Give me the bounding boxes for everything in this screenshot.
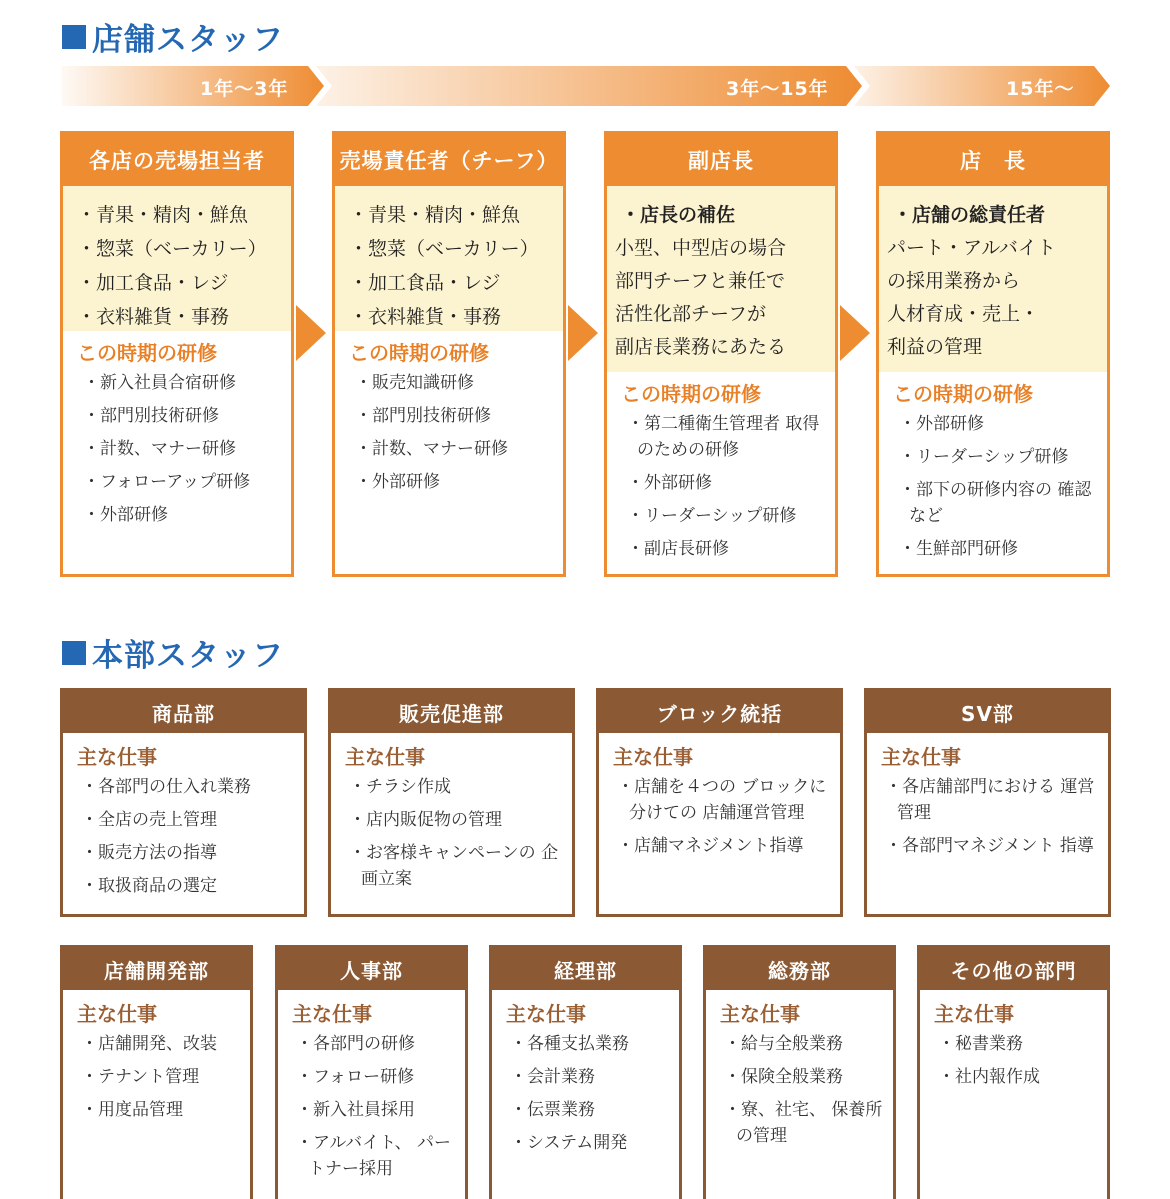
training-item: ・外部研修	[355, 472, 440, 492]
card-title: 各店の売場担当者	[63, 134, 291, 186]
work-item: ・チラシ作成	[349, 777, 451, 797]
main-work-label: 主な仕事	[720, 1002, 800, 1026]
main-work-label: 主な仕事	[345, 745, 425, 769]
training-item: ・新入社員合宿研修	[83, 373, 236, 393]
main-work-label: 主な仕事	[506, 1002, 586, 1026]
card-title: SV部	[867, 691, 1108, 733]
store-card-deputy-manager	[604, 131, 838, 577]
timeline-label-2: 3年〜15年	[726, 78, 829, 100]
duties-block	[63, 186, 291, 331]
work-item: ・テナント管理	[81, 1067, 200, 1087]
card-body	[63, 733, 304, 899]
duty-desc: 部門チーフと兼任で	[615, 270, 786, 292]
timeline-label-3: 15年〜	[1006, 78, 1075, 100]
arrow-right-icon	[568, 305, 598, 361]
duty-desc: パート・アルバイト	[887, 237, 1056, 259]
hq-card-accounting	[489, 945, 682, 1199]
training-title: この時期の研修	[349, 341, 489, 365]
training-title: この時期の研修	[77, 341, 217, 365]
work-item: ・社内報作成	[938, 1067, 1040, 1087]
work-item: ・保険全般業務	[724, 1067, 843, 1087]
duty-item: ・加工食品・レジ	[77, 272, 229, 294]
training-item: ・外部研修	[627, 473, 712, 493]
duties-block	[879, 186, 1107, 372]
card-title: 総務部	[706, 948, 893, 990]
training-item: ・販売知識研修	[355, 373, 474, 393]
duty-item: ・加工食品・レジ	[349, 272, 501, 294]
store-card-manager	[876, 131, 1110, 577]
work-item: ・お客様キャンペーンの 企画立案	[349, 843, 559, 889]
work-item: ・全店の売上管理	[81, 810, 217, 830]
training-item: ・第二種衛生管理者 取得のための研修	[627, 414, 820, 460]
hq-card-sales-promotion	[328, 688, 575, 917]
duty-desc: 活性化部チーフが	[615, 303, 767, 325]
card-title: その他の部門	[920, 948, 1107, 990]
card-body	[492, 990, 679, 1156]
card-title: ブロック統括	[599, 691, 840, 733]
work-item: ・寮、社宅、 保養所の管理	[724, 1100, 883, 1146]
work-item: ・新入社員採用	[296, 1100, 415, 1120]
duty-item: ・青果・精肉・鮮魚	[349, 204, 521, 226]
training-item: ・リーダーシップ研修	[899, 447, 1069, 467]
training-item: ・部門別技術研修	[83, 406, 219, 426]
duties-block	[335, 186, 563, 331]
card-body	[920, 990, 1107, 1090]
work-item: ・販売方法の指導	[81, 843, 217, 863]
duty-desc: の採用業務から	[887, 270, 1021, 292]
work-item: ・会計業務	[510, 1067, 595, 1087]
card-title: 売場責任者（チーフ）	[335, 134, 563, 186]
training-item: ・フォローアップ研修	[83, 472, 251, 492]
card-title: 副店長	[607, 134, 835, 186]
duties-block	[607, 186, 835, 372]
work-item: ・伝票業務	[510, 1100, 595, 1120]
training-title: この時期の研修	[621, 382, 761, 406]
duty-item: ・惣菜（ベーカリー）	[349, 238, 539, 260]
training-item: ・外部研修	[83, 505, 168, 525]
hq-card-store-development	[60, 945, 253, 1199]
work-item: ・各部門マネジメント 指導	[885, 836, 1094, 856]
duty-desc: 人材育成・売上・	[887, 303, 1040, 325]
card-title: 人事部	[278, 948, 465, 990]
hq-card-block-control	[596, 688, 843, 917]
main-work-label: 主な仕事	[77, 1002, 157, 1026]
timeline-label-1: 1年〜3年	[200, 78, 289, 100]
career-timeline	[62, 66, 1110, 106]
store-staff-title: 店舗スタッフ	[92, 22, 284, 58]
hq-card-other-departments	[917, 945, 1110, 1199]
training-block	[335, 331, 563, 495]
main-work-label: 主な仕事	[292, 1002, 372, 1026]
training-title: この時期の研修	[893, 382, 1033, 406]
duty-item: ・衣料雑貨・事務	[77, 306, 230, 328]
training-item: ・計数、マナー研修	[83, 439, 236, 459]
work-item: ・各部門の仕入れ業務	[81, 777, 251, 797]
card-body	[599, 733, 840, 859]
work-item: ・店舗開発、改装	[81, 1034, 217, 1054]
card-title: 店舗開発部	[63, 948, 250, 990]
store-staff-heading	[62, 14, 284, 59]
duty-item: ・衣料雑貨・事務	[349, 306, 502, 328]
card-body	[63, 990, 250, 1123]
hq-card-merchandise	[60, 688, 307, 917]
hq-staff-title: 本部スタッフ	[92, 638, 284, 674]
work-item: ・各部門の研修	[296, 1034, 415, 1054]
store-card-chief	[332, 131, 566, 577]
lead-duty: ・店舗の総責任者	[893, 204, 1046, 226]
square-bullet-icon	[62, 641, 86, 665]
training-item: ・計数、マナー研修	[355, 439, 508, 459]
card-body	[867, 733, 1108, 859]
store-card-sales-floor	[60, 131, 294, 577]
card-body	[706, 990, 893, 1149]
work-item: ・システム開発	[510, 1133, 628, 1153]
work-item: ・各店舗部門における 運営管理	[885, 777, 1095, 823]
training-item: ・リーダーシップ研修	[627, 506, 797, 526]
training-item: ・副店長研修	[627, 539, 729, 559]
training-item: ・部下の研修内容の 確認など	[899, 480, 1092, 526]
hq-card-general-affairs	[703, 945, 896, 1199]
hq-card-sv	[864, 688, 1111, 917]
training-block	[879, 372, 1107, 562]
card-title: 商品部	[63, 691, 304, 733]
work-item: ・各種支払業務	[510, 1034, 629, 1054]
work-item: ・アルバイト、 パートナー採用	[296, 1133, 452, 1179]
main-work-label: 主な仕事	[613, 745, 693, 769]
work-item: ・用度品管理	[81, 1100, 183, 1120]
duty-desc: 副店長業務にあたる	[615, 336, 787, 358]
training-block	[63, 331, 291, 528]
duty-item: ・惣菜（ベーカリー）	[77, 238, 267, 260]
training-block	[607, 372, 835, 562]
arrow-right-icon	[296, 305, 326, 361]
work-item: ・給与全般業務	[724, 1034, 843, 1054]
work-item: ・店内販促物の管理	[349, 810, 502, 830]
card-title: 経理部	[492, 948, 679, 990]
hq-staff-heading	[62, 630, 284, 675]
training-item: ・部門別技術研修	[355, 406, 491, 426]
lead-duty: ・店長の補佐	[621, 204, 736, 226]
main-work-label: 主な仕事	[881, 745, 961, 769]
training-item: ・生鮮部門研修	[899, 539, 1018, 559]
training-item: ・外部研修	[899, 414, 984, 434]
main-work-label: 主な仕事	[77, 745, 157, 769]
card-body	[278, 990, 465, 1182]
duty-item: ・青果・精肉・鮮魚	[77, 204, 249, 226]
duty-desc: 利益の管理	[887, 336, 983, 358]
work-item: ・店舗マネジメント指導	[617, 836, 804, 856]
arrow-right-icon	[840, 305, 870, 361]
duty-desc: 小型、中型店の場合	[615, 237, 787, 259]
hq-card-hr	[275, 945, 468, 1199]
work-item: ・店舗を４つの ブロックに分けての 店舗運営管理	[617, 777, 827, 823]
square-bullet-icon	[62, 25, 86, 49]
work-item: ・秘書業務	[938, 1034, 1023, 1054]
work-item: ・取扱商品の選定	[81, 876, 217, 896]
main-work-label: 主な仕事	[934, 1002, 1014, 1026]
work-item: ・フォロー研修	[296, 1067, 415, 1087]
card-body	[331, 733, 572, 892]
card-title: 販売促進部	[331, 691, 572, 733]
card-title: 店 長	[879, 134, 1107, 186]
